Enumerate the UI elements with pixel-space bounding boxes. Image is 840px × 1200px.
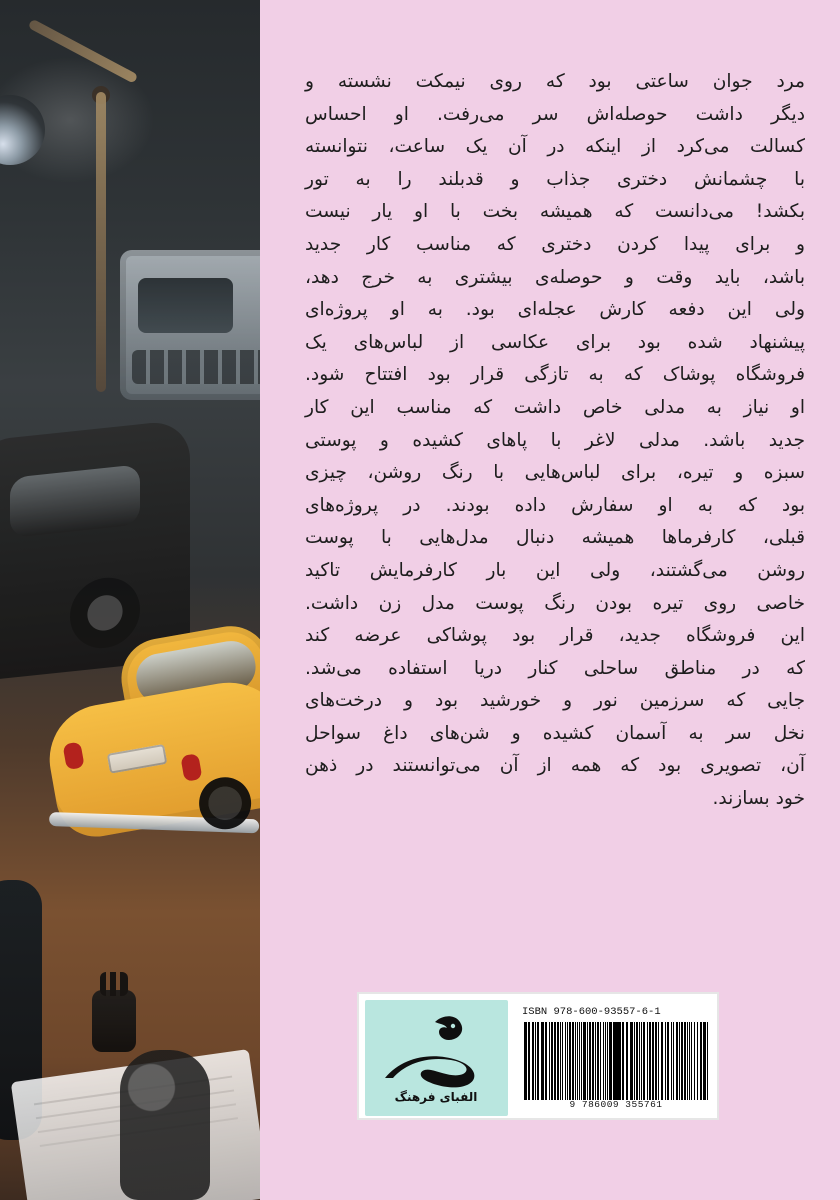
- lamp-arm-lower: [96, 92, 106, 392]
- blurb-line: سبزه و تیره، برای لباس‌هایی با رنگ روشن، چیزی: [305, 462, 805, 484]
- blurb-line: جدید باشد. مدلی لاغر با پاهای کشیده و پوستی: [305, 429, 805, 451]
- yellow-toy-car: [8, 599, 260, 890]
- blurb-line: با چشمانش دختری جذاب و قدبلند را به تور: [305, 168, 805, 190]
- blurb-line: آن، تصویری بود که همه از آن می‌توانستند در ذهن: [305, 755, 805, 777]
- blurb-line: و برای پیدا کردن دختری که مناسب کار جدید: [305, 233, 805, 255]
- blurb-line: مرد جوان ساعتی بود که روی نیمکت نشسته و: [305, 71, 805, 92]
- blurb-line: که در مناطق ساحلی کنار دریا استفاده می‌شد.: [305, 657, 805, 679]
- publisher-isbn-box: [357, 992, 719, 1120]
- blurb-line: ولی این دفعه کارش عجله‌ای بود. به او پروژه‌ای: [305, 299, 805, 321]
- back-cover-blurb: [305, 66, 805, 816]
- blurb-line: این فروشگاه جدید، قرار بود پوشاکی عرضه کند: [305, 625, 805, 647]
- machine-screen: [138, 278, 233, 333]
- isbn-text: ISBN 978-600-93557-6-1: [522, 1006, 661, 1018]
- blurb-line: کسالت می‌کرد از اینکه در آن یک ساعت، نتوانسته: [305, 136, 805, 158]
- blurb-line: فروشگاه پوشاک که به تازگی قرار بود افتتاح شود.: [305, 364, 805, 386]
- publisher-name: الفبای فرهنگ: [394, 1090, 478, 1104]
- small-black-object: [92, 990, 136, 1052]
- blurb-line: دیگر داشت حوصله‌اش سر می‌رفت. او احساس: [305, 103, 805, 125]
- blurb-line: قبلی، کارفرماها همیشه دنبال مدل‌هایی با پوست: [305, 527, 805, 549]
- blurb-line: بکشد! می‌دانست که همیشه بخت با او یار نیست: [305, 201, 805, 223]
- barcode-area: [514, 1000, 715, 1116]
- blurb-line: نخل سر به آسمان کشیده و شن‌های داغ سواحل: [305, 722, 805, 744]
- blurb-line: روشن می‌گشتند، ولی این بار کارفرمایش تاکید: [305, 559, 805, 581]
- machine-keys: [132, 350, 260, 384]
- lamp-arm: [0, 0, 140, 420]
- lamp-arm-upper: [28, 19, 139, 84]
- publisher-logo-panel: [365, 1000, 508, 1116]
- figure-silhouette-2: [120, 1050, 210, 1200]
- barcode-number: 9 786009 355761: [569, 1099, 663, 1110]
- blurb-line: بود که به او سفارش داده بودند. در پروژه‌های: [305, 494, 805, 516]
- blurb-line: باشد، باید وقت و حوصله‌ی بیشتری به خرج دهد،: [305, 266, 805, 288]
- cover-photo: [0, 0, 260, 1200]
- blurb-line: خود بسازند.: [712, 788, 805, 810]
- blurb-line: پیشنهاد شده بود برای عکاسی از لباس‌های یک: [305, 331, 805, 353]
- background-machine: [120, 250, 260, 400]
- blurb-line: خاصی روی تیره بودن رنگ پوست مدل زن داشت.: [305, 592, 805, 614]
- barcode-image: [522, 1022, 710, 1100]
- blurb-line: او نیاز به مدلی خاص داشت که مناسب این کار: [305, 396, 805, 418]
- dark-car-window: [10, 464, 140, 538]
- blurb-line: جایی که سرزمین نور و خورشید بود و درخت‌های: [305, 690, 805, 712]
